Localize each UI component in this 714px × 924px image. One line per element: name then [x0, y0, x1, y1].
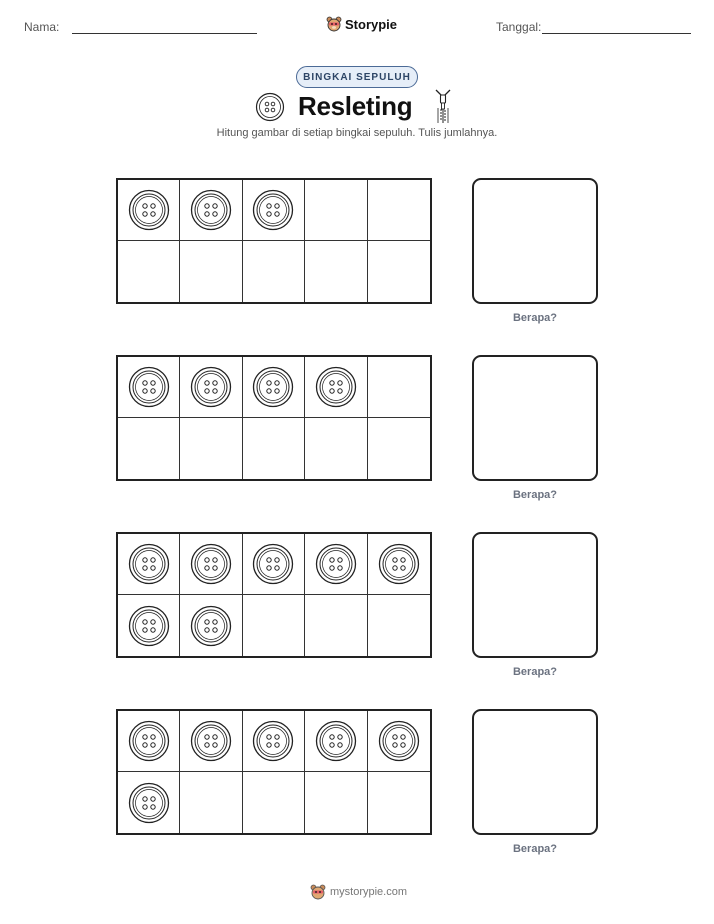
ten-frame-cell — [180, 241, 242, 302]
ten-frame-cell — [118, 357, 180, 418]
ten-frame-cell — [180, 595, 242, 656]
ten-frame-cell — [180, 534, 242, 595]
ten-frame-cell — [243, 241, 305, 302]
ten-frame-cell — [305, 534, 367, 595]
answer-label: Berapa? — [512, 489, 558, 501]
date-label: Tanggal: — [496, 20, 542, 34]
button-icon — [128, 605, 170, 647]
ten-frame-cell — [305, 772, 367, 833]
worksheet-type-badge: BINGKAI SEPULUH — [296, 66, 418, 88]
button-icon — [255, 92, 285, 127]
button-icon — [128, 782, 170, 824]
button-icon — [252, 720, 294, 762]
ten-frame-cell — [243, 534, 305, 595]
ten-frame-cell — [118, 241, 180, 302]
ten-frame-cell — [118, 595, 180, 656]
button-icon — [315, 366, 357, 408]
ten-frame — [116, 355, 432, 481]
ten-frame-cell — [305, 180, 367, 241]
ten-frame-cell — [305, 357, 367, 418]
ten-frame-cell — [368, 357, 430, 418]
ten-frame-cell — [305, 595, 367, 656]
ten-frame — [116, 709, 432, 835]
button-icon — [252, 543, 294, 585]
ten-frame-cell — [243, 180, 305, 241]
answer-label: Berapa? — [512, 666, 558, 678]
button-icon — [315, 720, 357, 762]
ten-frame-cell — [368, 534, 430, 595]
ten-frame-cell — [368, 595, 430, 656]
footer — [310, 884, 407, 900]
answer-label: Berapa? — [512, 312, 558, 324]
zipper-icon — [432, 88, 454, 129]
ten-frame-cell — [118, 711, 180, 772]
answer-box[interactable] — [472, 178, 598, 304]
date-write-line[interactable] — [542, 33, 691, 34]
ten-frame-cell — [368, 772, 430, 833]
ten-frame-cell — [368, 180, 430, 241]
bear-mascot-icon — [310, 884, 326, 900]
brand-logo — [326, 14, 397, 34]
button-icon — [190, 543, 232, 585]
answer-box[interactable] — [472, 709, 598, 835]
ten-frame-cell — [243, 595, 305, 656]
ten-frame-cell — [243, 772, 305, 833]
footer-url: mystorypie.com — [330, 886, 408, 898]
button-icon — [128, 189, 170, 231]
ten-frame-cell — [118, 180, 180, 241]
button-icon — [128, 366, 170, 408]
button-icon — [252, 366, 294, 408]
name-label: Nama: — [24, 20, 60, 34]
ten-frame-cell — [368, 418, 430, 479]
ten-frame-cell — [368, 241, 430, 302]
ten-frame-cell — [305, 711, 367, 772]
ten-frame-cell — [305, 241, 367, 302]
ten-frame — [116, 532, 432, 658]
button-icon — [190, 189, 232, 231]
answer-box[interactable] — [472, 532, 598, 658]
ten-frame-cell — [118, 534, 180, 595]
page-title: Resleting — [298, 91, 413, 121]
ten-frame-cell — [368, 711, 430, 772]
button-icon — [190, 605, 232, 647]
button-icon — [128, 543, 170, 585]
instructions: Hitung gambar di setiap bingkai sepuluh. Tulis jumlahnya. — [216, 127, 498, 139]
ten-frame-cell — [180, 180, 242, 241]
ten-frame-cell — [180, 418, 242, 479]
button-icon — [315, 543, 357, 585]
button-icon — [190, 720, 232, 762]
ten-frame-cell — [180, 772, 242, 833]
ten-frame-cell — [305, 418, 367, 479]
button-icon — [252, 189, 294, 231]
button-icon — [378, 720, 420, 762]
ten-frame — [116, 178, 432, 304]
brand-name: Storypie — [345, 16, 398, 32]
button-icon — [378, 543, 420, 585]
bear-mascot-icon — [326, 16, 342, 32]
ten-frame-cell — [180, 711, 242, 772]
ten-frame-cell — [243, 711, 305, 772]
answer-box[interactable] — [472, 355, 598, 481]
ten-frame-cell — [243, 357, 305, 418]
ten-frame-cell — [180, 357, 242, 418]
ten-frame-cell — [118, 418, 180, 479]
button-icon — [190, 366, 232, 408]
name-write-line[interactable] — [72, 33, 257, 34]
ten-frame-cell — [243, 418, 305, 479]
button-icon — [128, 720, 170, 762]
answer-label: Berapa? — [512, 843, 558, 855]
ten-frame-cell — [118, 772, 180, 833]
